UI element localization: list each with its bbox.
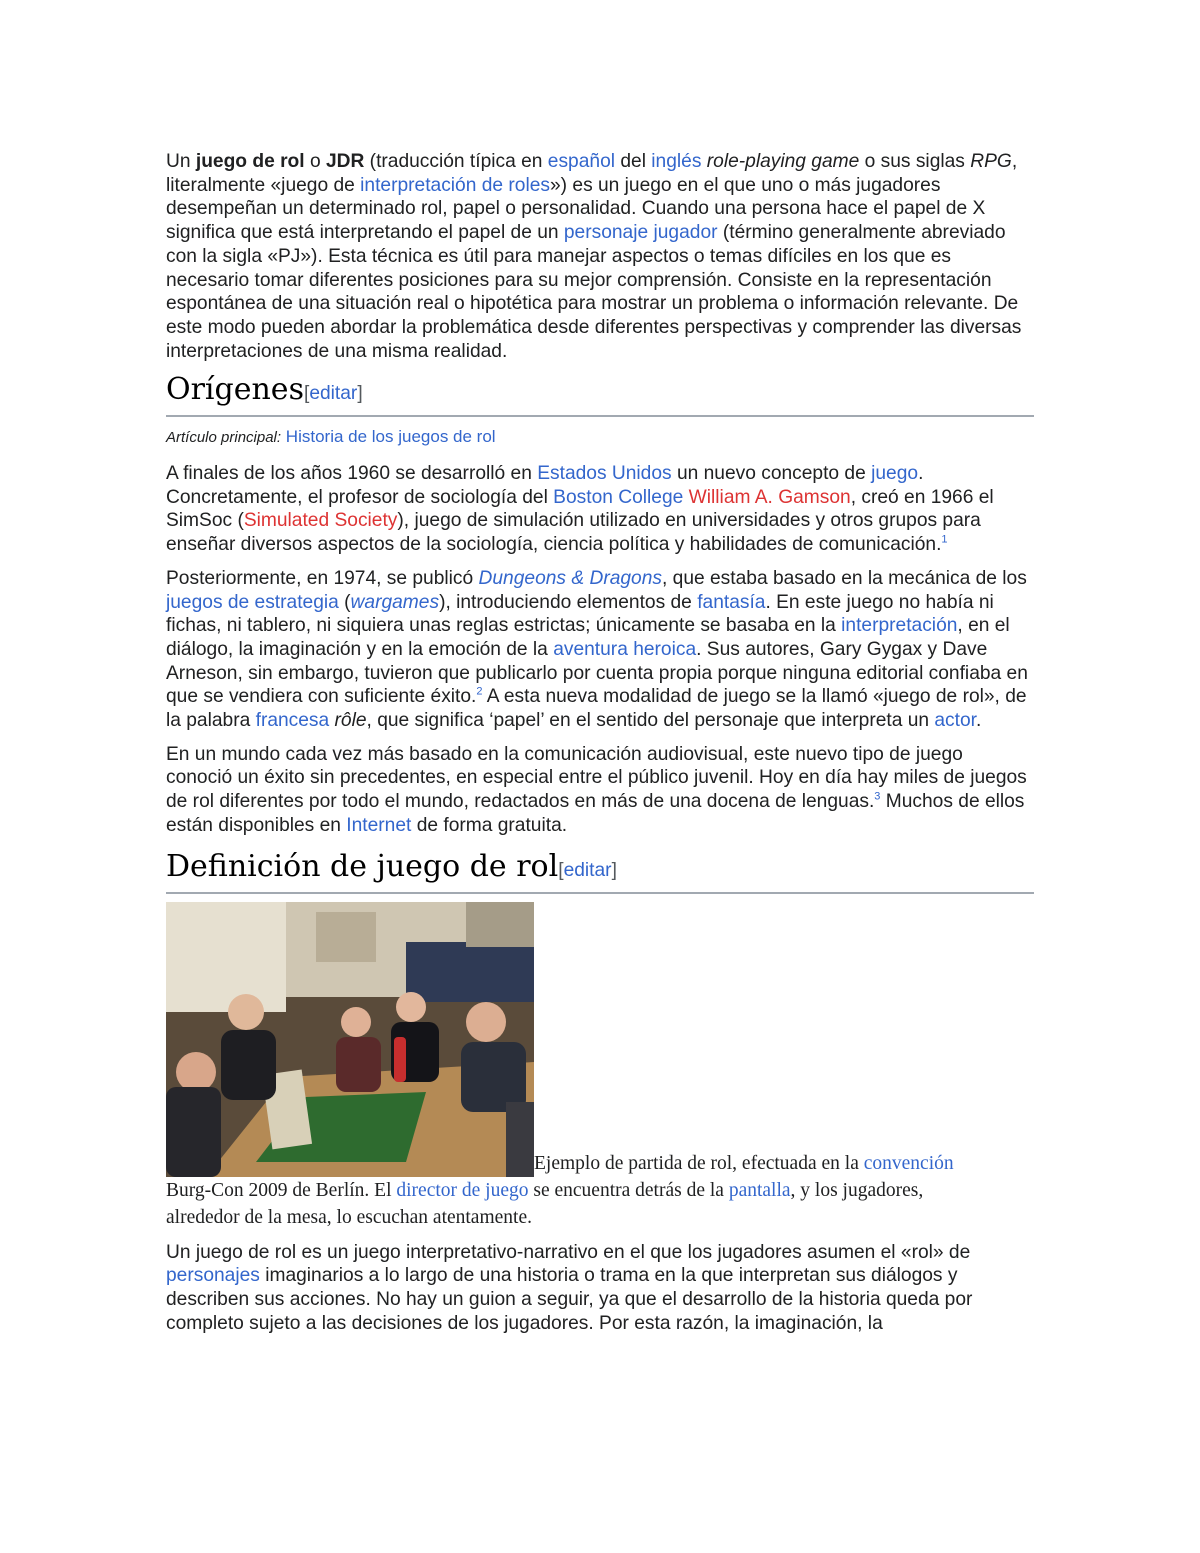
paragraph-origenes-3: [166, 743, 1034, 838]
link-director-de-juego[interactable]: director de juego: [396, 1179, 529, 1201]
italic-term: RPG: [970, 151, 1012, 172]
link-espanol[interactable]: español: [547, 151, 616, 172]
link-personaje-jugador[interactable]: personaje jugador: [563, 222, 718, 244]
edit-link[interactable]: editar: [309, 383, 358, 405]
link-interpretacion[interactable]: interpretación: [841, 615, 958, 637]
text: , literalmente «juego de: [166, 151, 1018, 196]
link-internet[interactable]: Internet: [346, 814, 412, 836]
text: (término generalmente abreviado con la sigla «PJ»). Esta técnica es útil para manejar aspectos o temas difíciles en los que es necesario tomar diferentes posiciones para su mejor comprensión. Consiste en la representación espontánea de una situación real o hipotética para mostrar un problema o información relevante. De este modo pueden abordar la problemática desde diferentes perspectivas y comprender las diversas interpretaciones de una misma realidad.: [166, 222, 1022, 362]
heading-text: Orígenes: [166, 372, 304, 408]
paragraph-definicion-1: [166, 1241, 1034, 1336]
edit-link[interactable]: editar: [563, 859, 612, 881]
caption-text: Ejemplo de partida de rol, efectuada en la: [534, 1152, 864, 1174]
paragraph-origenes-2: [166, 567, 1034, 733]
roleplay-session-photo: [166, 902, 534, 1177]
link-actor[interactable]: actor: [934, 710, 976, 732]
text: A finales de los años 1960 se desarrolló en: [166, 463, 538, 485]
link-convencion[interactable]: convención: [863, 1152, 954, 1174]
text: Un: [166, 151, 196, 172]
text: , que significa ‘papel’ en el sentido del personaje que interpreta un: [366, 710, 935, 732]
paragraph-origenes-1: [166, 462, 1034, 557]
text: , en el diálogo, la imaginación y en la emoción de la: [166, 615, 1010, 660]
link-juegos-de-estrategia[interactable]: juegos de estrategia: [166, 591, 339, 613]
redlink-simulated-society[interactable]: Simulated Society: [243, 510, 398, 532]
text: (traducción típica en: [364, 151, 548, 172]
text: un nuevo concepto de: [671, 463, 872, 485]
link-dungeons-dragons[interactable]: Dungeons & Dragons: [478, 567, 662, 589]
edit-section-link: [304, 383, 363, 404]
link-interpretacion-de-roles[interactable]: interpretación de roles: [360, 174, 550, 196]
link-estados-unidos[interactable]: Estados Unidos: [537, 463, 672, 485]
caption-text: , y los jugadores, alrededor de la mesa, lo escuchan atentamente.: [166, 1179, 924, 1228]
text: ), juego de simulación utilizado en universidades y otros grupos para enseñar diversos aspectos de la sociología, ciencia política y habilidades de comunicación.: [166, 510, 981, 556]
bracket: ]: [611, 859, 617, 881]
text: imaginarios a lo largo de una historia o trama en la que interpretan sus diálogos y describen sus acciones. No hay un guion a seguir, ya que el desarrollo de la historia queda por completo sujeto a las decisiones de los jugadores. Por esta razón, la imaginación, la: [166, 1265, 973, 1334]
link-aventura-heroica[interactable]: aventura heroica: [553, 638, 697, 660]
link-francesa[interactable]: francesa: [255, 710, 330, 732]
text: Muchos de ellos están disponibles en: [166, 791, 1025, 836]
text: ») es un juego en el que uno o más jugadores desempeñan un determinado rol, papel o personalidad. Cuando una persona hace el papel de X significa que está interpretando el papel de un: [166, 174, 986, 244]
section-heading-definicion: [166, 848, 1034, 894]
link-fantasia[interactable]: fantasía: [697, 591, 766, 613]
link-wargames[interactable]: wargames: [350, 591, 440, 613]
text: En un mundo cada vez más basado en la comunicación audiovisual, este nuevo tipo de juego conoció un éxito sin precedentes, en especial entre el público juvenil. Hoy en día hay miles de juegos de rol diferentes por todo el mundo, redactados en más de una docena de lenguas.: [166, 743, 1027, 813]
bracket: ]: [357, 383, 363, 405]
section-heading-origenes: [166, 371, 1034, 417]
reference-link[interactable]: 3: [874, 790, 881, 803]
italic-term: rôle: [334, 710, 367, 732]
redlink-william-gamson[interactable]: William A. Gamson: [688, 486, 851, 508]
reference-link[interactable]: 1: [941, 533, 948, 546]
text: (: [338, 591, 351, 613]
text: , que estaba basado en la mecánica de los: [662, 567, 1027, 589]
text: A esta nueva modalidad de juego se la llamó «juego de rol», de la palabra: [166, 686, 1027, 732]
text: . Sus autores, Gary Gygax y Dave Arneson, sin embargo, tuvieron que publicarlo por cuenta propia porque ninguna editorial confiaba en que se vendiera con suficiente éxito.: [166, 638, 1028, 708]
edit-section-link: [558, 860, 617, 881]
text: o sus siglas: [859, 151, 971, 172]
text: o: [304, 151, 326, 172]
photo-illustration: [166, 902, 534, 1177]
text: .: [976, 710, 982, 732]
figure-with-caption: [166, 902, 966, 1231]
bold-term: JDR: [325, 151, 365, 172]
text: de forma gratuita.: [411, 814, 568, 836]
intro-paragraph: [166, 150, 1034, 363]
link-personajes[interactable]: personajes: [166, 1265, 260, 1287]
text: del: [615, 151, 652, 172]
link-historia-juegos-de-rol[interactable]: Historia de los juegos de rol: [285, 427, 496, 447]
text: . En este juego no había ni fichas, ni tablero, ni siquiera unas reglas estrictas; únicamente se basaba en la: [166, 591, 994, 637]
bold-term: juego de rol: [195, 151, 305, 172]
link-ingles[interactable]: inglés: [651, 151, 702, 172]
hatnote-label: Artículo principal:: [166, 429, 282, 447]
bracket: [: [558, 859, 564, 881]
article-body: [166, 150, 1034, 1345]
link-boston-college[interactable]: Boston College: [553, 486, 684, 508]
link-pantalla[interactable]: pantalla: [728, 1179, 791, 1201]
bracket: [: [303, 383, 310, 405]
text: . Concretamente, el profesor de sociología del: [166, 463, 924, 508]
caption-text: se encuentra detrás de la: [528, 1179, 729, 1201]
hatnote: [166, 425, 1034, 450]
link-juego[interactable]: juego: [871, 463, 919, 485]
text: ), introduciendo elementos de: [439, 591, 698, 613]
heading-text: Definición de juego de rol: [166, 848, 559, 884]
reference-link[interactable]: 2: [476, 685, 483, 698]
text: Posteriormente, en 1974, se publicó: [166, 567, 479, 589]
text: Un juego de rol es un juego interpretativo-narrativo en el que los jugadores asumen el «rol» de: [166, 1241, 971, 1263]
text: , creó en 1966 el SimSoc (: [166, 486, 994, 532]
caption-text: Burg-Con 2009 de Berlín. El: [166, 1179, 397, 1201]
italic-term: role-playing game: [706, 151, 860, 172]
